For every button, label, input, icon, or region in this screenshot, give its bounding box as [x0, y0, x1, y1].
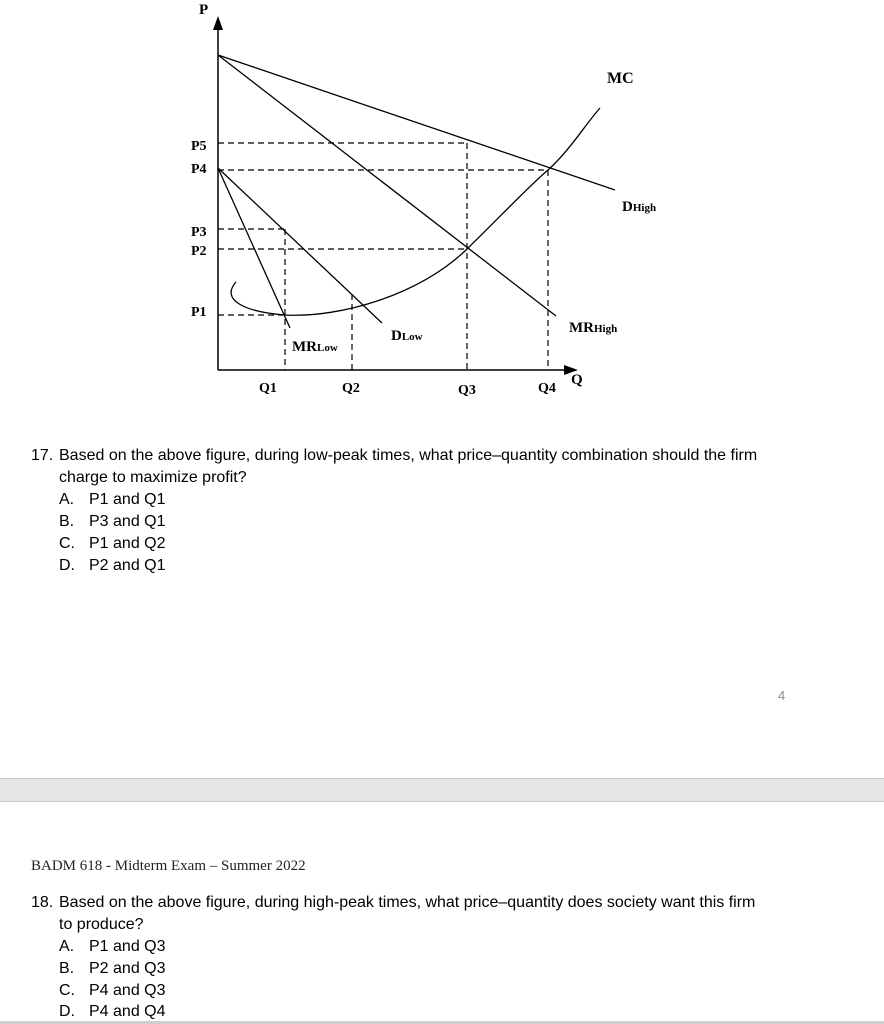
q18-option-a[interactable] [59, 936, 166, 958]
economics-figure [0, 0, 884, 420]
q18-option-c[interactable] [59, 980, 166, 1002]
q17-option-a[interactable] [59, 489, 166, 511]
option-letter: D. [59, 1003, 75, 1020]
p1-label: P1 [191, 305, 207, 320]
p5-label: P5 [191, 139, 207, 154]
option-text: P1 and Q2 [89, 535, 166, 552]
q3-label: Q3 [458, 383, 476, 398]
q4-label: Q4 [538, 381, 556, 396]
option-text: P3 and Q1 [89, 513, 166, 530]
question-17-text-line2: charge to maximize profit? [59, 469, 247, 486]
q17-option-c[interactable] [59, 533, 166, 555]
d-low-curve [218, 168, 382, 323]
question-17-text-line1: Based on the above figure, during low-peak times, what price–quantity combination should the firm [59, 447, 758, 464]
p3-label: P3 [191, 225, 207, 240]
question-18 [31, 892, 821, 914]
dashed-guides [218, 143, 548, 370]
y-axis-arrow [213, 16, 223, 30]
d-high-curve [218, 55, 615, 190]
d-low-label: DLow [391, 328, 423, 344]
question-18-number: 18. [31, 894, 54, 911]
option-text: P1 and Q1 [89, 491, 166, 508]
mr-low-curve [218, 168, 290, 328]
question-18-text-line1: Based on the above figure, during high-peak times, what price–quantity does society want this firm [59, 894, 756, 911]
p2-label: P2 [191, 244, 207, 259]
option-text: P1 and Q3 [89, 938, 166, 955]
option-text: P4 and Q4 [89, 1003, 166, 1020]
option-text: P2 and Q1 [89, 557, 166, 574]
option-text: P2 and Q3 [89, 960, 166, 977]
option-letter: B. [59, 513, 75, 530]
option-letter: A. [59, 491, 75, 508]
x-axis-label: Q [571, 372, 583, 388]
exam-header: BADM 618 - Midterm Exam – Summer 2022 [31, 858, 306, 874]
mr-high-label: MRHigh [569, 320, 618, 336]
option-letter: B. [59, 960, 75, 977]
mr-high-curve [218, 55, 556, 316]
page-separator [0, 778, 884, 802]
option-letter: D. [59, 557, 75, 574]
q1-label: Q1 [259, 381, 277, 396]
q18-option-b[interactable] [59, 958, 166, 980]
question-17 [31, 445, 821, 467]
mr-low-label: MRLow [292, 339, 338, 355]
mc-curve [231, 108, 600, 315]
question-17-number: 17. [31, 447, 54, 464]
mc-label: MC [607, 70, 634, 87]
option-letter: C. [59, 982, 75, 999]
option-letter: C. [59, 535, 75, 552]
question-18-text-line2: to produce? [59, 916, 144, 933]
page-number: 4 [778, 688, 786, 703]
option-text: P4 and Q3 [89, 982, 166, 999]
q17-option-b[interactable] [59, 511, 166, 533]
option-letter: A. [59, 938, 75, 955]
q18-option-d[interactable] [59, 1001, 166, 1023]
q2-label: Q2 [342, 381, 360, 396]
q17-option-d[interactable] [59, 555, 166, 577]
d-high-label: DHigh [622, 199, 657, 215]
y-axis-label: P [199, 2, 209, 18]
p4-label: P4 [191, 162, 207, 177]
